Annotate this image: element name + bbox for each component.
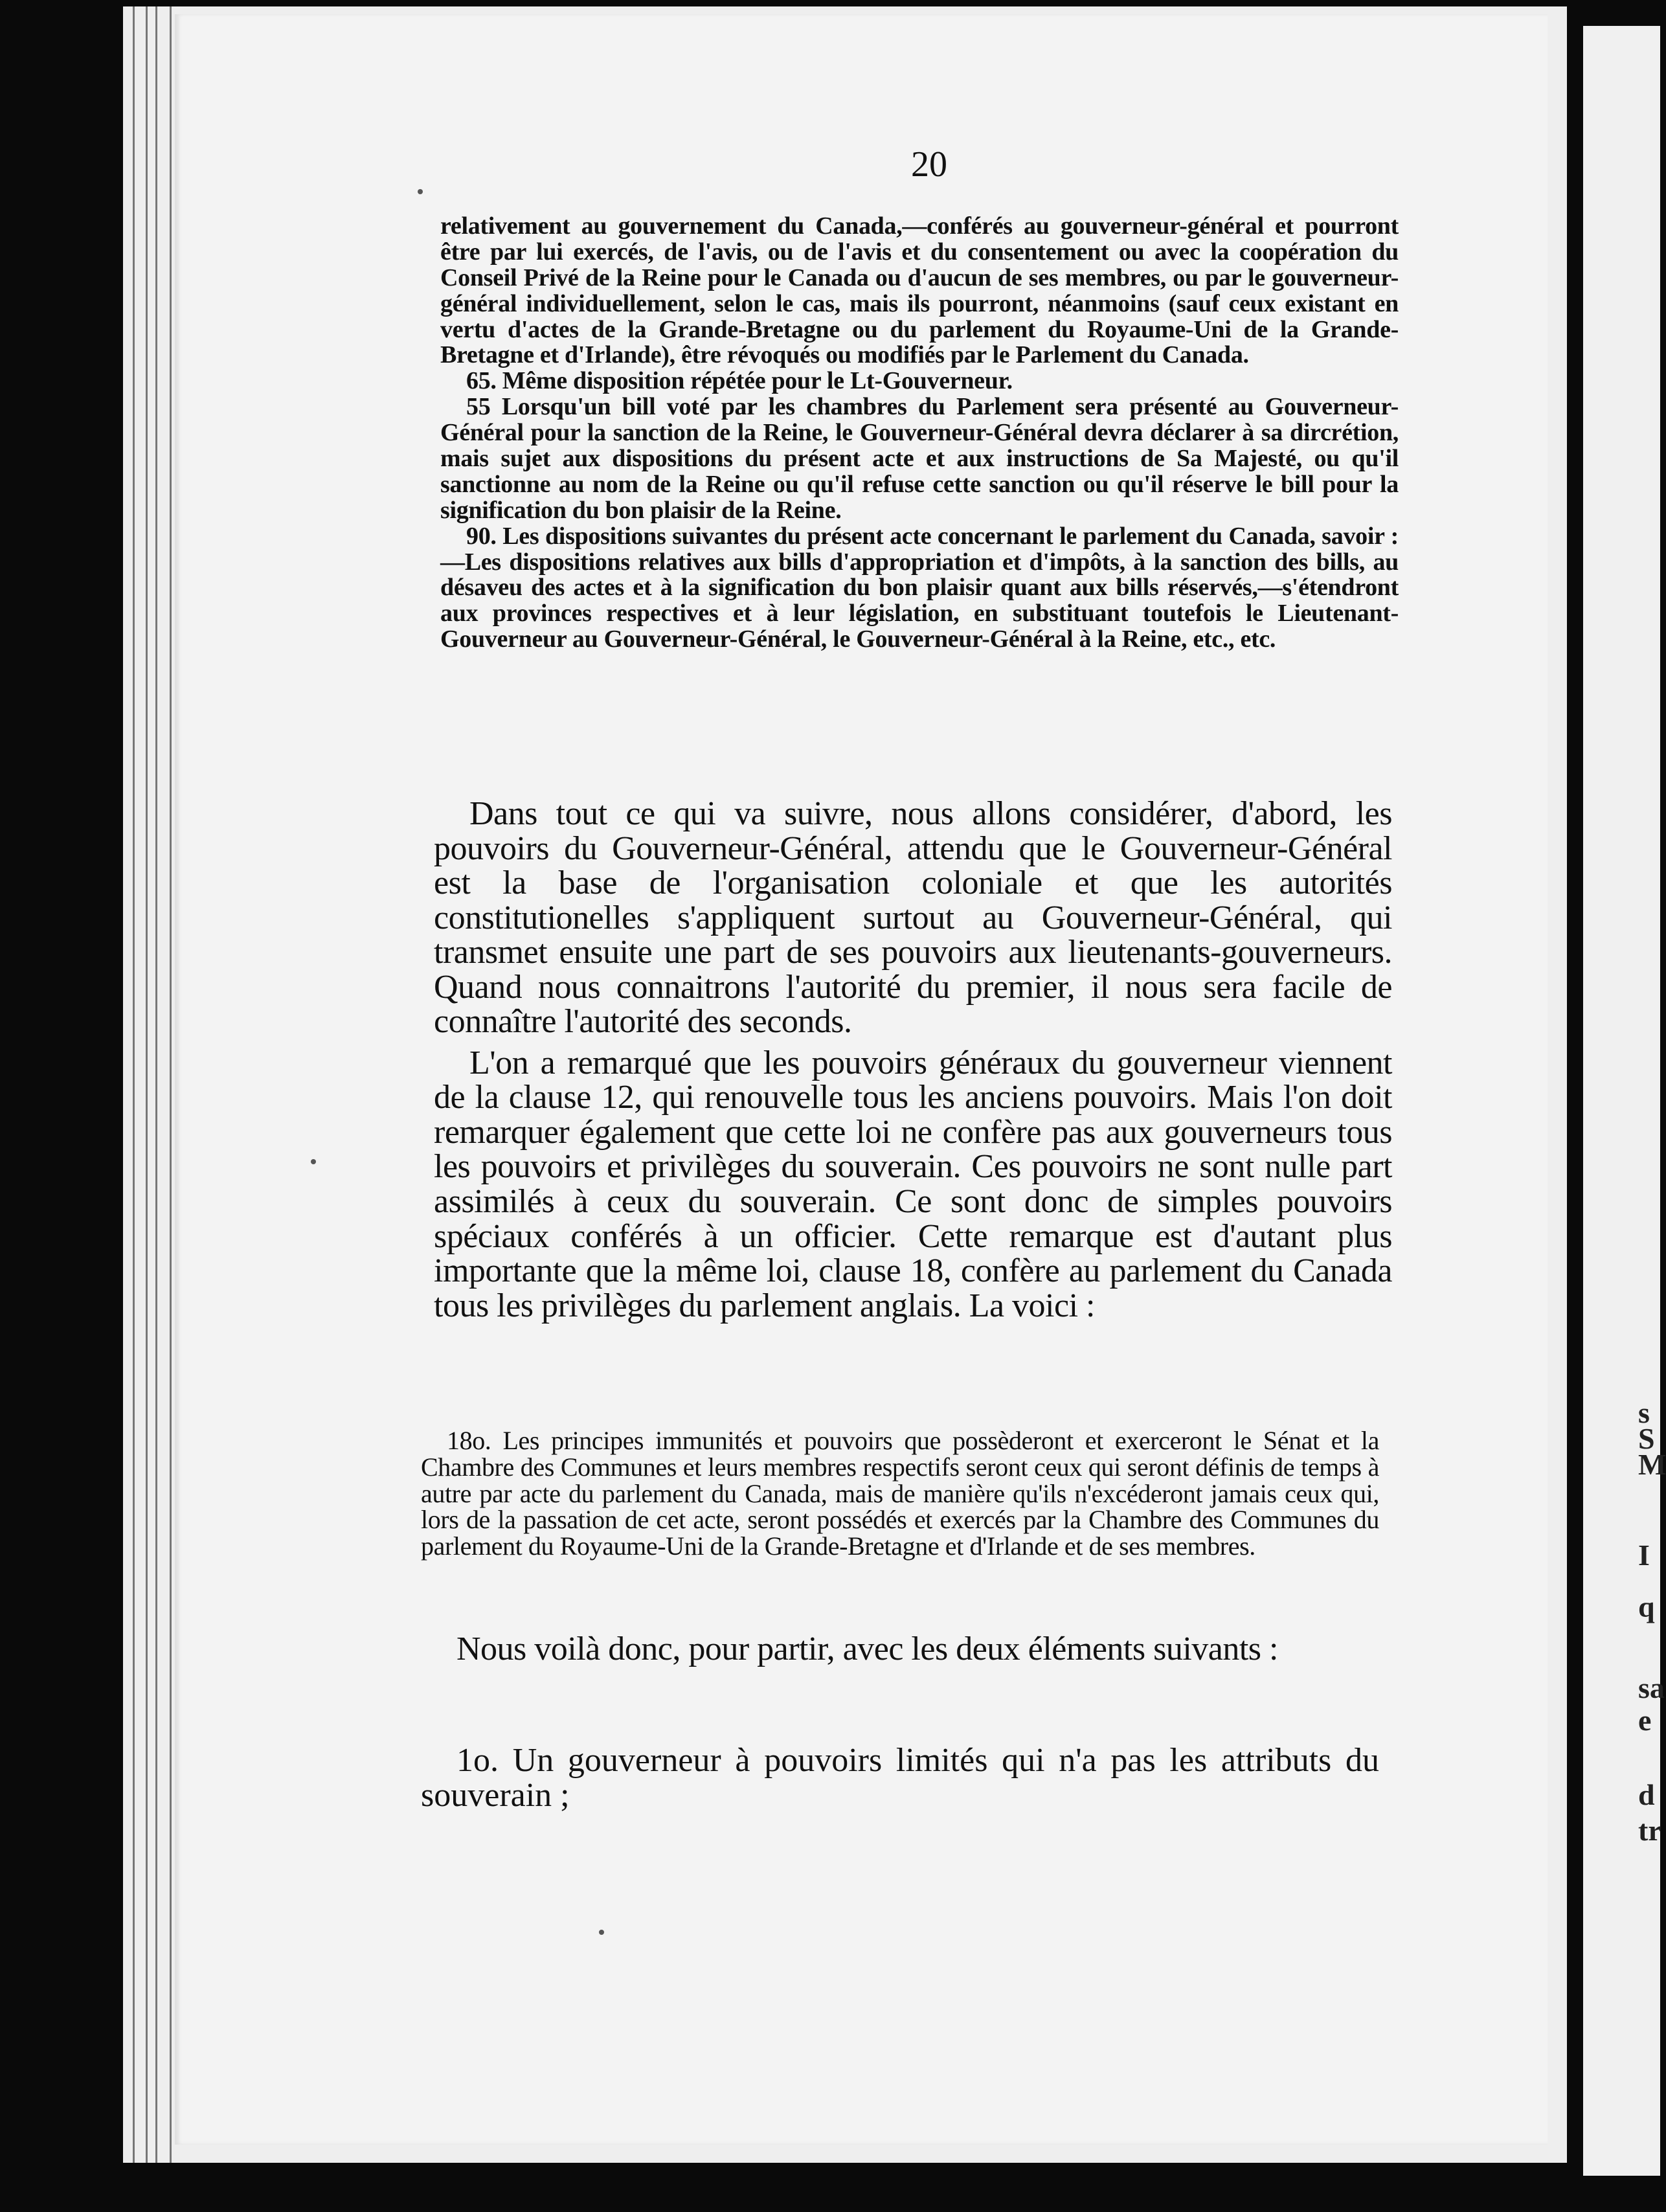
list-item: 1o. Un gouverneur à pouvoirs limités qui n'a pas les attributs du souverain ; <box>421 1742 1379 1814</box>
facing-page-fragment: d <box>1638 1778 1655 1811</box>
page-edge-line <box>133 6 135 2163</box>
facing-page-fragment: I <box>1638 1539 1650 1572</box>
facing-page-fragment: s <box>1638 1396 1650 1429</box>
facing-page-fragment: sa <box>1638 1671 1665 1704</box>
facing-page-strip <box>1583 26 1660 2176</box>
body-paragraph: Nous voilà donc, pour partir, avec les deux éléments suivants : <box>456 1631 1278 1667</box>
excerpt-paragraph: 18o. Les principes immunités et pouvoirs que possèderont et exerceront le Sénat et la Chambre des Communes et leurs membres respectifs seront ceux qui seront définis de temps à autre par acte du parlement du Canada, mais de manière qu'ils n'excéderont jamais ceux qui, lors de la passation de cet acte, seront possédés et exercés par la Chambre des Communes du parlement du Royaume-Uni de la Grande-Bretagne et d'Irlande et de ses membres. <box>421 1426 1379 1561</box>
facing-page-fragment: e <box>1638 1704 1652 1737</box>
body-paragraph: Dans tout ce qui va suivre, nous allons considérer, d'abord, les pouvoirs du Gouverneur-Général, attendu que le Gouverneur-Général est la base de l'organisation coloniale et que les autorités constitutionelles s'appliquent surtout au Gouverneur-Général, qui transmet ensuite une part de ses pouvoirs aux lieutenants-gouverneurs. Quand nous connaitrons l'autorité du premier, il nous sera facile de connaître l'autorité des seconds. <box>434 795 1392 1041</box>
page-edge-line <box>146 6 148 2163</box>
speck <box>311 1159 316 1164</box>
body-text <box>434 796 1392 1323</box>
excerpt-paragraph: relativement au gouvernement du Canada,—conférés au gouverneur-général et pourront être par lui exercés, de l'avis, ou de l'avis et du consentement ou avec la coopération du Conseil Privé de la Reine pour le Canada ou d'aucun de ses membres, ou par le gouverneur-général individuellement, selon le cas, mais ils pourront, néanmoins (sauf ceux existant en vertu d'actes de la Grande-Bretagne ou du parlement du Royaume-Uni de la Grande-Bretagne et d'Irlande), être révoqués ou modifiés par le Parlement du Canada. <box>440 212 1399 369</box>
excerpt-paragraph: 55 Lorsqu'un bill voté par les chambres du Parlement sera présenté au Gouverneur-Général pour la sanction de la Reine, le Gouverneur-Général devra déclarer à sa dircrétion, mais sujet aux dispositions du présent acte et aux instructions de Sa Majesté, ou qu'il sanctionne au nom de la Reine ou qu'il refuse cette sanction ou qu'il réserve le bill pour la signification du bon plaisir de la Reine. <box>440 393 1399 524</box>
quoted-act-excerpt <box>440 214 1399 653</box>
excerpt-paragraph: 90. Les dispositions suivantes du présent acte concernant le parlement du Canada, savoir :—Les dispositions relatives aux bills d'appropriation et d'impôts, à la sanction des bills, au désaveu des actes et à la signification du bon plaisir quant aux bills réservés,—s'étendront aux provinces respectives et à leur législation, en substituant toutefois le Lieutenant-Gouverneur au Gouverneur-Général, le Gouverneur-Général à la Reine, etc., etc. <box>440 522 1399 653</box>
body-paragraph: L'on a remarqué que les pouvoirs généraux du gouverneur viennent de la clause 12, qui renouvelle tous les anciens pouvoirs. Mais l'on doit remarquer également que cette loi ne confère pas aux gouverneurs tous les pouvoirs et privilèges du souverain. Ces pouvoirs ne sont nulle part assimilés à ceux du souverain. Ce sont donc de simples pouvoirs spéciaux conférés à un officier. Cette remarque est d'autant plus importante que la même loi, clause 18, confère au parlement du Canada tous les privilèges du parlement anglais. La voici : <box>434 1044 1392 1324</box>
facing-page-fragment: M <box>1638 1448 1666 1481</box>
facing-page-fragment: q <box>1638 1590 1655 1623</box>
facing-page-fragment: tr <box>1638 1814 1661 1847</box>
page-edge-line <box>155 6 157 2163</box>
excerpt-paragraph: 65. Même disposition répétée pour le Lt-Gouverneur. <box>466 367 1013 395</box>
page-edge-line <box>170 6 172 2163</box>
page-number: 20 <box>911 144 947 185</box>
enumerated-list <box>421 1710 1379 1846</box>
quoted-clause-excerpt <box>421 1428 1379 1560</box>
speck <box>599 1930 604 1935</box>
speck <box>418 189 423 194</box>
body-text-closing <box>421 1632 1379 1667</box>
facing-page-fragment: S <box>1638 1422 1655 1455</box>
